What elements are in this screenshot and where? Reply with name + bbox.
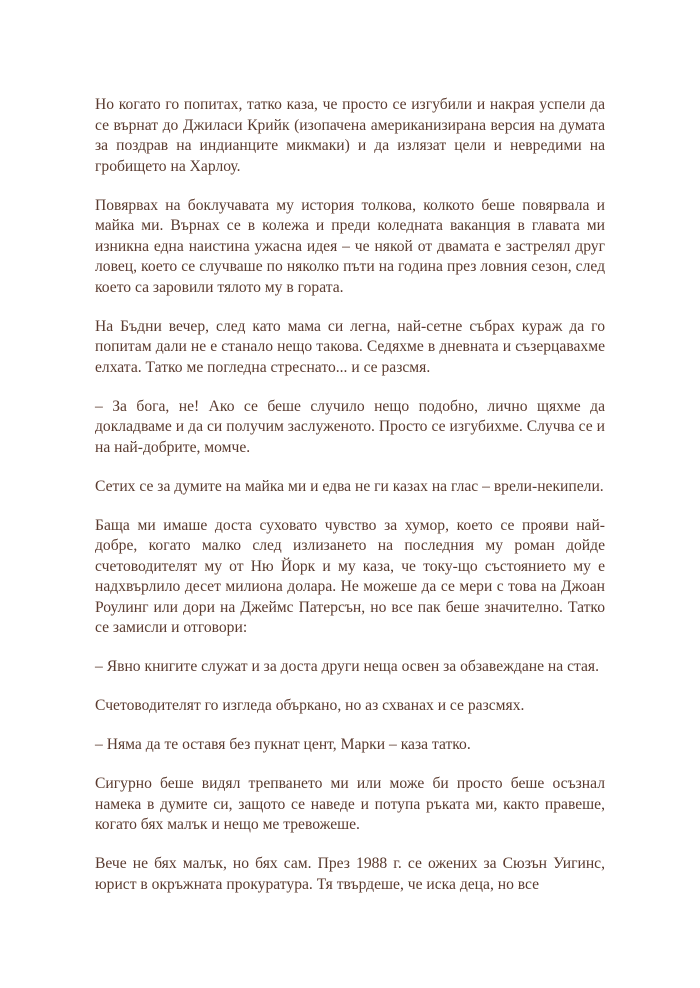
document-body [95, 95, 605, 914]
paragraph-5: Сетих се за думите на майка ми и едва не ги казах на глас – врели-некипели. [95, 477, 604, 495]
paragraph-9: – Няма да те оставя без пукнат цент, Марки – каза татко. [95, 736, 471, 753]
paragraph-8: Счетоводителят го изгледа объркано, но аз схванах и се разсмях. [95, 697, 525, 714]
paragraph-2: Повярвах на боклучавата му история толкова, колкото беше повярвала и майка ми. Върнах се в колежа и преди коледната ваканция в главата ми изникна една наистина ужасна идея – че някой от двамата е застрелял друг ловец, което се случваше по няколко пъти на година през ловния сезон, след което са заровили тялото му в гората. [95, 196, 605, 296]
paragraph-10: Сигурно беше видял трепването ми или може би просто беше осъзнал намека в думите си, защото се наведе и потупа ръката ми, както правеше, когато бях малък и нещо ме тревожеше. [95, 775, 605, 833]
paragraph-3: На Бъдни вечер, след като мама си легна, най-сетне събрах кураж да го попитам дали не е станало нещо такова. Седяхме в дневната и съзерцавахме елхата. Татко ме погледна стреснато... и се разсмя. [95, 317, 605, 376]
paragraph-6: Баща ми имаше доста суховато чувство за хумор, което се прояви най-добре, когато малко след излизането на последния му роман дойде счетоводителят му от Ню Йорк и му каза, че току-що състоянието му е надхвърлило десет милиона долара. Не можеше да се мери с това на Джоан Роулинг или дори на Джеймс Патерсън, но все пак беше значително. Татко се замисли и отговори: [95, 516, 605, 636]
paragraph-1: Но когато го попитах, татко каза, че просто се изгубили и накрая успели да се върнат до Джиласи Крийк (изопачена американизирана версия на думата за поздрав на индианците микмаки) и да излязат цели и невредими на гробището на Харлоу. [95, 96, 605, 175]
paragraph-11: Вече не бях малък, но бях сам. През 1988 г. се ожених за Сюзън Уигинс, юрист в окръжната прокуратура. Тя твърдеше, че иска деца, но все [95, 855, 605, 893]
paragraph-4: – За бога, не! Ако се беше случило нещо подобно, лично щяхме да докладваме и да си получим заслуженото. Просто се изгубихме. Случва се и на най-добрите, момче. [95, 397, 605, 456]
paragraph-7: – Явно книгите служат и за доста други неща освен за обзавеждане на стая. [95, 658, 599, 675]
